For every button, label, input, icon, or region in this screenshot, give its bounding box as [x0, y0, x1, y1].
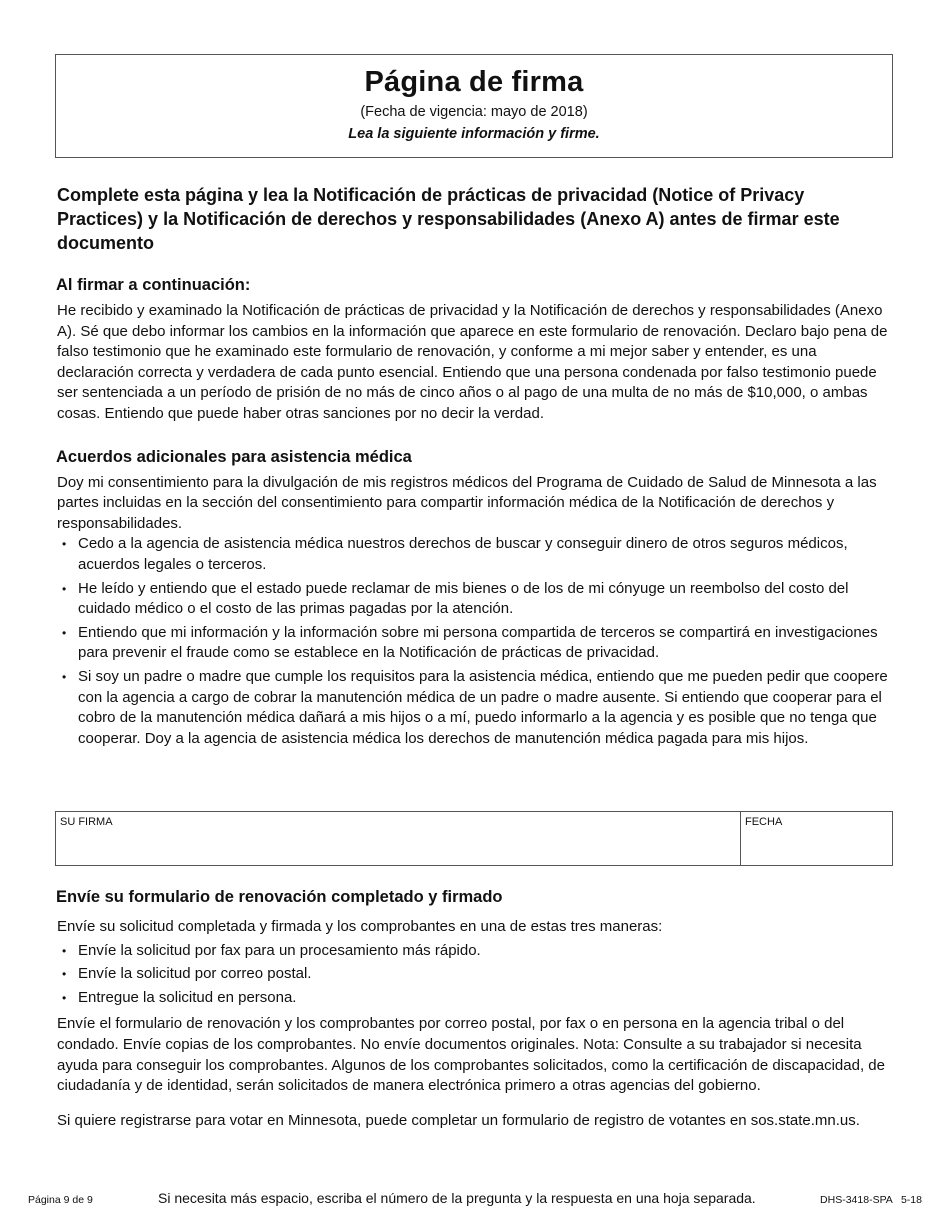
submit-intro: Envíe su solicitud completada y firmada y los comprobantes en una de estas tres maneras:	[57, 918, 663, 935]
submit-section	[57, 887, 892, 1134]
page-number: Página 9 de 9	[28, 1194, 93, 1206]
submit-details: Envíe el formulario de renovación y los comprobantes por correo postal, por fax o en persona en la agencia tribal o del condado. Envíe copias de los comprobantes. No envíe documentos originales. Nota: Consulte a su trabajador si necesita ayuda para conseguir los comprobantes. Algunos de los comprobantes solicitados, como la certificación de discapacidad, de ciudadanía y de identidad, serán solicitados de manera electrónica primero a otras agencias del gobierno.	[57, 1015, 885, 1095]
intro-heading: Complete esta página y lea la Notificación de prácticas de privacidad (Notice of Privacy Practices) y la Notificación de derechos y responsabilidades (Anexo A) antes de firmar este documento	[57, 185, 840, 253]
signing-heading: Al firmar a continuación:	[56, 276, 251, 294]
signing-text: He recibido y examinado la Notificación de prácticas de privacidad y la Notificación de derechos y responsabilidades (Anexo A). Sé que debo informar los cambios en la información que aparece en este formulario de renovación. Declaro bajo pena de falso testimonio que he examinado este formulario de renovación, y conforme a mi mejor saber y entender, es una declaración correcta y verdadera de cada punto esencial. Entiendo que una persona condenada por falso testimonio puede ser sentenciada a un período de prisión de no más de cinco años o al pago de una multa de no más de $10,000, o ambas cosas. Entiendo que puede haber otras sanciones por no decir la verdad.	[57, 302, 888, 422]
medical-intro: Doy mi consentimiento para la divulgación de mis registros médicos del Programa de Cuidado de Salud de Minnesota a las partes incluidas en la sección del consentimiento para compartir información médica de la Notificación de derechos y responsabilidades.	[57, 473, 877, 532]
submit-bullet-list	[57, 941, 892, 1009]
list-item: • He leído y entiendo que el estado puede reclamar de mis bienes o de los de mi cónyuge un reembolso del costo del cuidado médico o el costo de las primas pagadas por la atención.	[57, 579, 892, 620]
date-label: FECHA	[745, 816, 783, 828]
submit-heading: Envíe su formulario de renovación completado y firmado	[56, 888, 503, 906]
signature-field[interactable]	[56, 812, 741, 865]
list-item: • Si soy un padre o madre que cumple los requisitos para la asistencia médica, entiendo que me pueden pedir que coopere con la agencia a cargo de cobrar la manutención médica de un padre o madre ausente. Si entiendo que cooperar para el cobro de la manutención médica dañará a mis hijos o a mí, puedo informarlo a la agencia y es posible que no tenga que cooperar. Doy a la agencia de asistencia médica los derechos de manutención médica pagada para mis hijos.	[57, 667, 892, 749]
header-instruction: Lea la siguiente información y firme.	[348, 126, 600, 142]
signature-box	[55, 811, 893, 866]
medical-bullet-list	[57, 534, 892, 749]
header-box	[55, 54, 893, 158]
signature-label: SU FIRMA	[60, 816, 113, 828]
list-item: • Cedo a la agencia de asistencia médica nuestros derechos de buscar y conseguir dinero de otros seguros médicos, acuerdos legales o terceros.	[57, 534, 892, 575]
medical-heading: Acuerdos adicionales para asistencia médica	[56, 447, 412, 466]
effective-date: (Fecha de vigencia: mayo de 2018)	[360, 104, 588, 120]
list-item: • Envíe la solicitud por fax para un procesamiento más rápido.	[57, 941, 892, 962]
main-content	[57, 183, 892, 752]
footer	[0, 1188, 950, 1212]
list-item: • Entiendo que mi información y la información sobre mi persona compartida de terceros se compartirá en investigaciones para prevenir el fraude como se establece en la Notificación de prácticas de privacidad.	[57, 623, 892, 664]
list-item: • Envíe la solicitud por correo postal.	[57, 964, 892, 985]
list-item: • Entregue la solicitud en persona.	[57, 988, 892, 1009]
footer-note: Si necesita más espacio, escriba el número de la pregunta y la respuesta en una hoja separada.	[158, 1190, 756, 1206]
page-title: Página de firma	[364, 66, 584, 98]
date-field[interactable]	[741, 812, 892, 865]
form-id: DHS-3418-SPA 5-18	[820, 1194, 922, 1206]
voter-registration-text: Si quiere registrarse para votar en Minnesota, puede completar un formulario de registro de votantes en sos.state.mn.us.	[57, 1111, 860, 1129]
